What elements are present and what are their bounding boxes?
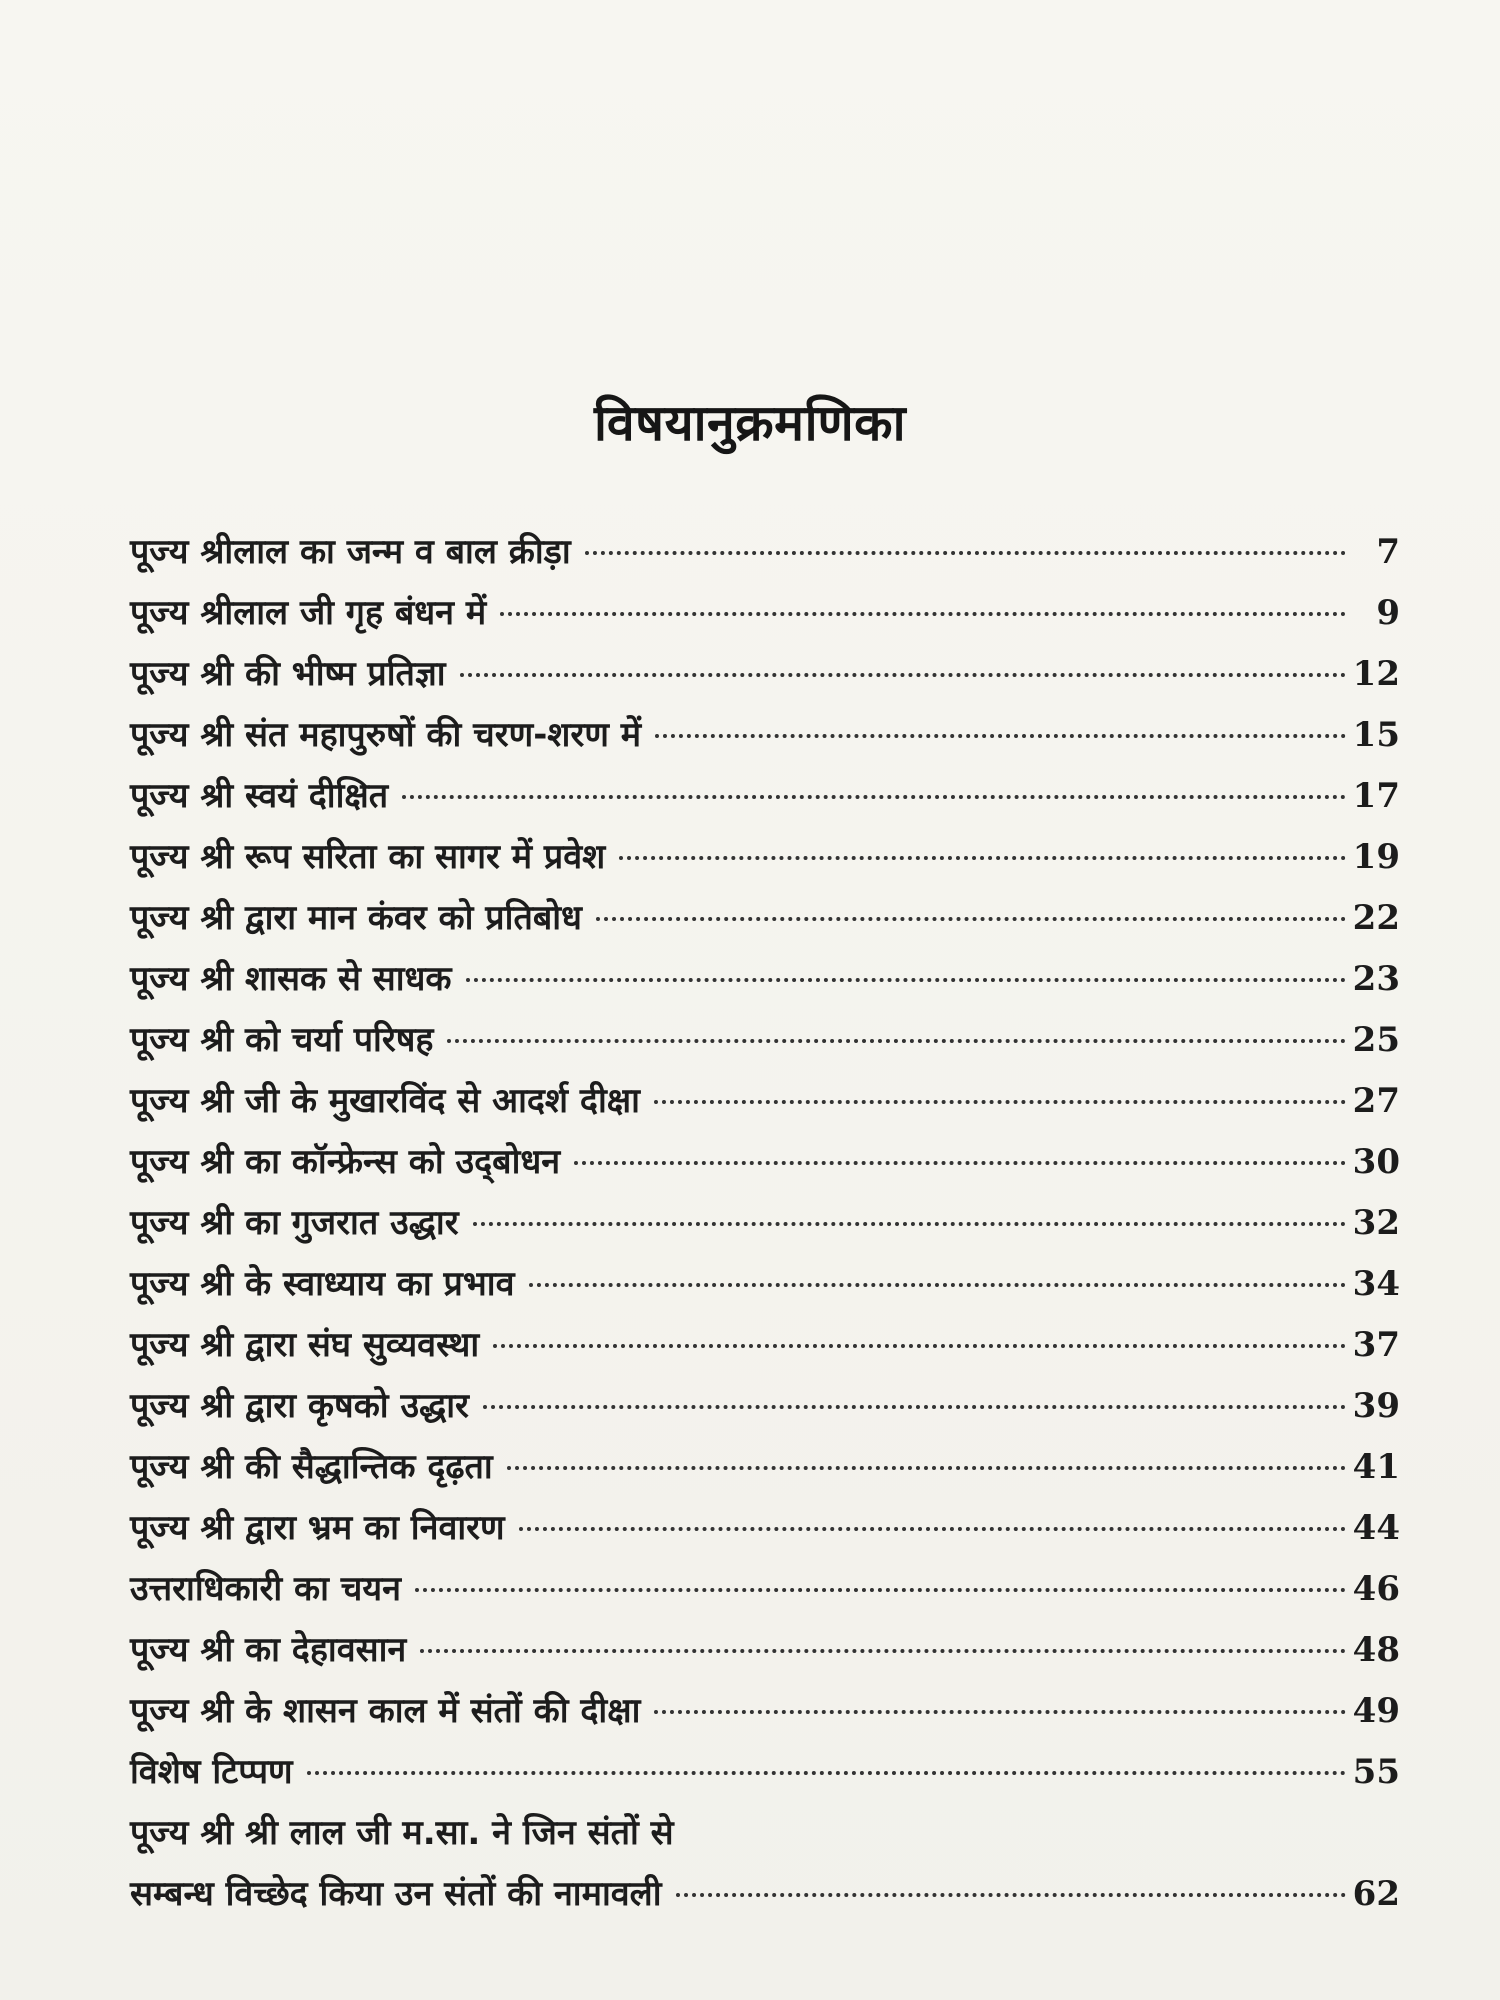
- page-title: विषयानुक्रमणिका: [593, 394, 907, 452]
- dot-leader: [585, 551, 1346, 555]
- dot-leader: [415, 1588, 1346, 1592]
- dot-leader: [307, 1771, 1346, 1775]
- dot-leader: [655, 734, 1346, 738]
- toc-entry-label: पूज्य श्री शासक से साधक: [130, 959, 452, 999]
- toc-entry-page: 32: [1352, 1203, 1400, 1243]
- toc-entry-page: 7: [1376, 532, 1400, 572]
- toc-entry-page: 12: [1352, 654, 1400, 694]
- toc-entry-page: 49: [1352, 1691, 1400, 1731]
- dot-leader: [466, 978, 1346, 982]
- toc-entry-label: पूज्य श्री श्री लाल जी म.सा. ने जिन संतों से: [130, 1813, 674, 1853]
- toc-entry: [130, 1132, 1400, 1193]
- toc-entry: [130, 1559, 1400, 1620]
- toc-entry-label: पूज्य श्री रूप सरिता का सागर में प्रवेश: [130, 837, 606, 877]
- toc-entry: [130, 522, 1400, 583]
- toc-entry-page: 15: [1352, 715, 1400, 755]
- dot-leader: [596, 917, 1346, 921]
- dot-leader: [654, 1100, 1346, 1104]
- toc-entry-label: सम्बन्ध विच्छेद किया उन संतों की नामावली: [130, 1874, 662, 1914]
- toc-entry-label: पूज्य श्री के शासन काल में संतों की दीक्षा: [130, 1691, 641, 1731]
- dot-leader: [447, 1039, 1346, 1043]
- toc-entry: [130, 705, 1400, 766]
- toc-entry-label: पूज्य श्री के स्वाध्याय का प्रभाव: [130, 1264, 515, 1304]
- toc-entry: [130, 1193, 1400, 1254]
- toc-entry-page: 25: [1352, 1020, 1400, 1060]
- toc-entry: [130, 1315, 1400, 1376]
- toc-entry-page: 9: [1376, 593, 1400, 633]
- toc-entry-label: पूज्य श्री को चर्या परिषह: [130, 1020, 434, 1060]
- dot-leader: [676, 1893, 1346, 1897]
- toc-entry-page: 34: [1352, 1264, 1400, 1304]
- dot-leader: [420, 1649, 1346, 1653]
- toc-entry-page: 30: [1352, 1142, 1400, 1182]
- toc-entry: [130, 644, 1400, 705]
- toc-entry: [130, 583, 1400, 644]
- dot-leader: [574, 1161, 1346, 1165]
- toc-entry: [130, 1437, 1400, 1498]
- dot-leader: [519, 1527, 1346, 1531]
- toc-entry: [130, 766, 1400, 827]
- toc-entry-page: 44: [1352, 1508, 1400, 1548]
- toc-entry-label: पूज्य श्री की सैद्धान्तिक दृढ़ता: [130, 1447, 493, 1487]
- dot-leader: [507, 1466, 1346, 1470]
- toc-entry-label: पूज्य श्री द्वारा भ्रम का निवारण: [130, 1508, 505, 1548]
- toc-entry: [130, 1010, 1400, 1071]
- dot-leader: [483, 1405, 1346, 1409]
- toc-entry: [130, 1681, 1400, 1742]
- toc-entry-label: पूज्य श्री जी के मुखारविंद से आदर्श दीक्षा: [130, 1081, 640, 1121]
- toc-entry-label: पूज्य श्री का गुजरात उद्धार: [130, 1203, 459, 1243]
- toc-entry-page: 55: [1352, 1752, 1400, 1792]
- toc-entry-label: पूज्य श्री स्वयं दीक्षित: [130, 776, 389, 816]
- toc-entry: [130, 1254, 1400, 1315]
- toc-entry-label: पूज्य श्री द्वारा कृषको उद्धार: [130, 1386, 469, 1426]
- dot-leader: [529, 1283, 1347, 1287]
- toc-entry: [130, 949, 1400, 1010]
- dot-leader: [654, 1710, 1346, 1714]
- dot-leader: [619, 856, 1346, 860]
- toc-entry: [130, 1498, 1400, 1559]
- toc-entry-label: विशेष टिप्पण: [130, 1752, 293, 1792]
- toc-entry-page: 46: [1352, 1569, 1400, 1609]
- toc-entry-page: 48: [1352, 1630, 1400, 1670]
- toc-entry: [130, 1071, 1400, 1132]
- toc-entry-label: पूज्य श्री द्वारा मान कंवर को प्रतिबोध: [130, 898, 582, 938]
- toc-entry-page: 37: [1352, 1325, 1400, 1365]
- toc-entry-label: पूज्य श्री का देहावसान: [130, 1630, 407, 1670]
- toc-entry-page: 27: [1352, 1081, 1400, 1121]
- dot-leader: [402, 795, 1346, 799]
- dot-leader: [500, 612, 1346, 616]
- toc-entry-label: पूज्य श्री द्वारा संघ सुव्यवस्था: [130, 1325, 480, 1365]
- toc-entry-page: 39: [1352, 1386, 1400, 1426]
- toc-entry-page: 41: [1352, 1447, 1400, 1487]
- toc-entry: [130, 827, 1400, 888]
- toc-entry-label: पूज्य श्री संत महापुरुषों की चरण-शरण में: [130, 715, 642, 755]
- toc-entry-page: 23: [1352, 959, 1400, 999]
- toc-entry: [130, 1620, 1400, 1681]
- toc-entry-label: पूज्य श्री का कॉन्फ्रेन्स को उद्‌बोधन: [130, 1142, 561, 1182]
- toc-entry-last-line1: [130, 1803, 1400, 1864]
- toc-entry-page: 22: [1352, 898, 1400, 938]
- toc-entry-label: पूज्य श्रीलाल जी गृह बंधन में: [130, 593, 487, 633]
- toc-entry-label: उत्तराधिकारी का चयन: [130, 1569, 401, 1609]
- dot-leader: [473, 1222, 1346, 1226]
- dot-leader: [460, 673, 1346, 677]
- toc-entry: [130, 888, 1400, 949]
- toc-entry-last-line2: [130, 1864, 1400, 1925]
- toc-entry-page: 19: [1352, 837, 1400, 877]
- toc-entry-page: 62: [1352, 1874, 1400, 1914]
- toc-entry-label: पूज्य श्री की भीष्म प्रतिज्ञा: [130, 654, 446, 694]
- toc-entry-page: 17: [1352, 776, 1400, 816]
- table-of-contents: [130, 522, 1400, 1925]
- dot-leader: [493, 1344, 1346, 1348]
- toc-entry-label: पूज्य श्रीलाल का जन्म व बाल क्रीड़ा: [130, 532, 571, 572]
- toc-entry: [130, 1742, 1400, 1803]
- toc-entry: [130, 1376, 1400, 1437]
